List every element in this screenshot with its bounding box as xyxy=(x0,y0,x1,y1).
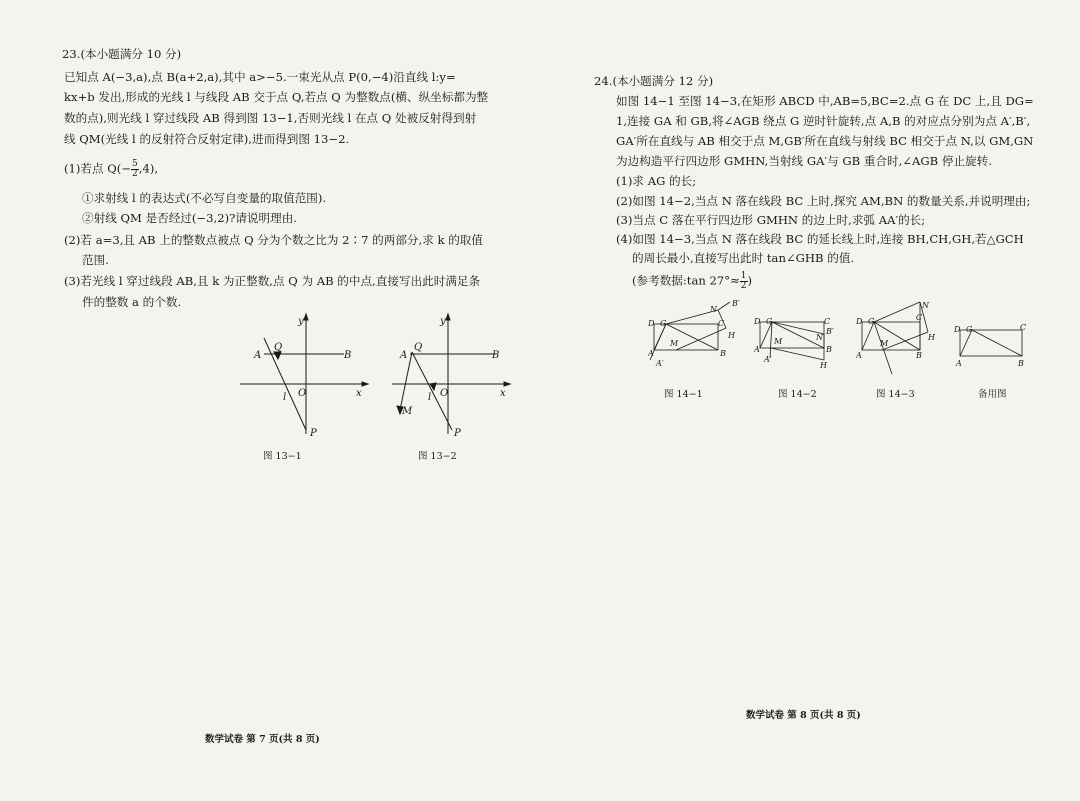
label-b: B xyxy=(344,350,352,361)
svg-text:M: M xyxy=(880,339,889,348)
svg-text:A: A xyxy=(956,359,962,368)
q24-ref-prefix: (参考数据:tan 27°≈ xyxy=(632,273,740,288)
y-arrow-icon xyxy=(446,314,450,320)
label-x: x xyxy=(500,388,506,399)
figure-14-1-caption: 图 14−1 xyxy=(664,389,703,400)
svg-text:D: D xyxy=(856,317,863,326)
svg-text:M: M xyxy=(774,337,783,346)
label-p: P xyxy=(310,428,317,439)
svg-text:B′: B′ xyxy=(732,299,740,308)
svg-text:D: D xyxy=(648,319,655,328)
q23-part2-line-1: (2)若 a=3,且 AB 上的整数点被点 Q 分为个数之比为 2∶7 的两部分,求 k 的取值 xyxy=(64,233,483,247)
svg-text:N: N xyxy=(710,305,717,314)
label-a: A xyxy=(400,350,408,361)
q23-part3-line-2: 件的整数 a 的个数. xyxy=(82,295,182,309)
svg-text:C: C xyxy=(824,317,831,326)
figure-14-2-caption: 图 14−2 xyxy=(778,389,817,400)
svg-text:H: H xyxy=(728,331,735,340)
figure-14-3 xyxy=(856,298,946,378)
q23-stem-line-4: 线 QM(光线 l 的反射符合反射定律),进而得到图 13−2. xyxy=(64,132,350,146)
svg-text:A′: A′ xyxy=(656,359,664,368)
segment-ga xyxy=(862,322,874,350)
ray-gn xyxy=(874,302,923,322)
segment-mh xyxy=(676,328,726,350)
ray-ga-prime xyxy=(770,322,772,358)
label-x: x xyxy=(356,388,362,399)
q23-part1 xyxy=(64,160,158,179)
q24-stem-line-2: 1,连接 GA 和 GB,将∠AGB 绕点 G 逆时针旋转,点 A,B 的对应点分别为点 A′,B′, xyxy=(616,114,1031,128)
svg-text:C: C xyxy=(916,313,923,322)
svg-text:B: B xyxy=(720,349,726,358)
q23-stem-line-3: 数的点),则光线 l 穿过线段 AB 得到图 13−1,否则光线 l 在点 Q 处被反射得到射 xyxy=(64,111,477,125)
q23-part1-num: 5 xyxy=(132,159,138,169)
x-arrow-icon xyxy=(504,382,510,386)
label-a: A xyxy=(254,350,262,361)
label-b: B xyxy=(492,350,500,361)
page-8 xyxy=(540,0,1080,801)
figure-14-1 xyxy=(648,298,740,378)
segment-mh xyxy=(882,332,928,350)
svg-text:B: B xyxy=(916,351,922,360)
q24-title: 24.(本小题满分 12 分) xyxy=(594,74,714,88)
q23-part1-b: ②射线 QM 是否经过(−3,2)?请说明理由. xyxy=(82,211,297,225)
svg-text:A: A xyxy=(754,345,760,354)
svg-text:A′: A′ xyxy=(764,355,772,364)
page-7-footer: 数学试卷 第 7 页(共 8 页) xyxy=(205,734,320,745)
label-l: l xyxy=(428,392,432,403)
q23-part1-fraction xyxy=(131,160,139,179)
label-q: Q xyxy=(414,342,423,353)
q24-stem-line-1: 如图 14−1 至图 14−3,在矩形 ABCD 中,AB=5,BC=2.点 G 在 DC 上,且 DG= xyxy=(616,94,1034,108)
figure-14-2 xyxy=(754,308,844,370)
svg-text:C: C xyxy=(718,319,725,328)
q24-reference-data xyxy=(632,272,752,291)
q24-ref-num: 1 xyxy=(740,271,747,281)
q23-part1-suffix: ,4), xyxy=(138,161,159,176)
q23-part1-prefix: (1)若点 Q(− xyxy=(64,161,132,176)
svg-text:B: B xyxy=(826,345,832,354)
svg-text:H: H xyxy=(820,361,827,370)
figure-spare xyxy=(954,320,1034,370)
q23-part3-line-1: (3)若光线 l 穿过线段 AB,且 k 为正整数,点 Q 为 AB 的中点,直接写出此时满足条 xyxy=(64,274,481,288)
label-q: Q xyxy=(274,342,283,353)
svg-text:M: M xyxy=(670,339,679,348)
page-8-footer: 数学试卷 第 8 页(共 8 页) xyxy=(746,710,861,721)
figure-13-1-caption: 图 13−1 xyxy=(263,451,302,462)
q24-part3: (3)当点 C 落在平行四边形 GMHN 的边上时,求弧 AA′的长; xyxy=(616,213,926,227)
segment-gb xyxy=(972,330,1022,356)
q24-stem-line-3: GA′所在直线与 AB 相交于点 M,GB′所在直线与射线 BC 相交于点 N,以 GM,GN xyxy=(616,134,1034,148)
svg-text:N: N xyxy=(922,301,929,310)
svg-text:D: D xyxy=(754,317,761,326)
q24-ref-den: 2 xyxy=(740,281,747,291)
svg-text:C: C xyxy=(1020,323,1027,332)
svg-text:G: G xyxy=(766,317,773,326)
q24-ref-fraction xyxy=(740,272,748,291)
svg-text:B′: B′ xyxy=(826,327,834,336)
ray-ga-prime xyxy=(874,322,892,374)
q24-ref-suffix: ) xyxy=(747,273,753,288)
q23-part2-line-2: 范围. xyxy=(82,253,109,267)
svg-text:G: G xyxy=(966,325,973,334)
label-p: P xyxy=(454,428,461,439)
q23-title: 23.(本小题满分 10 分) xyxy=(62,47,182,61)
svg-text:H: H xyxy=(928,333,935,342)
rectangle-abcd xyxy=(862,322,920,350)
q24-stem-line-4: 为边构造平行四边形 GMHN,当射线 GA′与 GB 重合时,∠AGB 停止旋转. xyxy=(616,154,992,168)
y-arrow-icon xyxy=(304,314,308,320)
q24-part4-line-1: (4)如图 14−3,当点 N 落在线段 BC 的延长线上时,连接 BH,CH,GH,若△GCH xyxy=(616,232,1024,246)
svg-text:A: A xyxy=(648,349,654,358)
svg-text:A: A xyxy=(856,351,862,360)
figure-14-3-caption: 图 14−3 xyxy=(876,389,915,400)
label-y: y xyxy=(298,316,304,327)
svg-text:G: G xyxy=(660,319,667,328)
figure-13-1 xyxy=(236,312,376,444)
figure-13-2-caption: 图 13−2 xyxy=(418,451,457,462)
label-o: O xyxy=(298,388,307,399)
q23-part1-den: 2 xyxy=(132,169,138,179)
figure-13-2 xyxy=(388,312,518,444)
q23-stem-line-1: 已知点 A(−3,a),点 B(a+2,a),其中 a>−5.一束光从点 P(0,−4)沿直线 l:y= xyxy=(64,70,456,84)
svg-text:B: B xyxy=(1018,359,1024,368)
figure-spare-caption: 备用图 xyxy=(978,389,1007,400)
q24-part2: (2)如图 14−2,当点 N 落在线段 BC 上时,探究 AM,BN 的数量关系,并说明理由; xyxy=(616,194,1031,208)
ray-arrow-icon xyxy=(274,352,281,359)
q24-part4-line-2: 的周长最小,直接写出此时 tan∠GHB 的值. xyxy=(632,251,855,265)
q23-part1-a: ①求射线 l 的表达式(不必写自变量的取值范围). xyxy=(82,191,327,205)
q24-part1: (1)求 AG 的长; xyxy=(616,174,697,188)
svg-text:N: N xyxy=(816,333,823,342)
label-m: M xyxy=(402,406,413,417)
segment-mh xyxy=(771,348,824,360)
x-arrow-icon xyxy=(362,382,368,386)
segment-nb-prime xyxy=(718,302,730,310)
q23-stem-line-2: kx+b 发出,形成的光线 l 与线段 AB 交于点 Q,若点 Q 为整数点(横、纵坐标都为整 xyxy=(64,90,489,104)
label-o: O xyxy=(440,388,449,399)
label-l: l xyxy=(283,392,287,403)
svg-text:D: D xyxy=(954,325,961,334)
label-y: y xyxy=(440,316,446,327)
svg-text:G: G xyxy=(868,317,875,326)
